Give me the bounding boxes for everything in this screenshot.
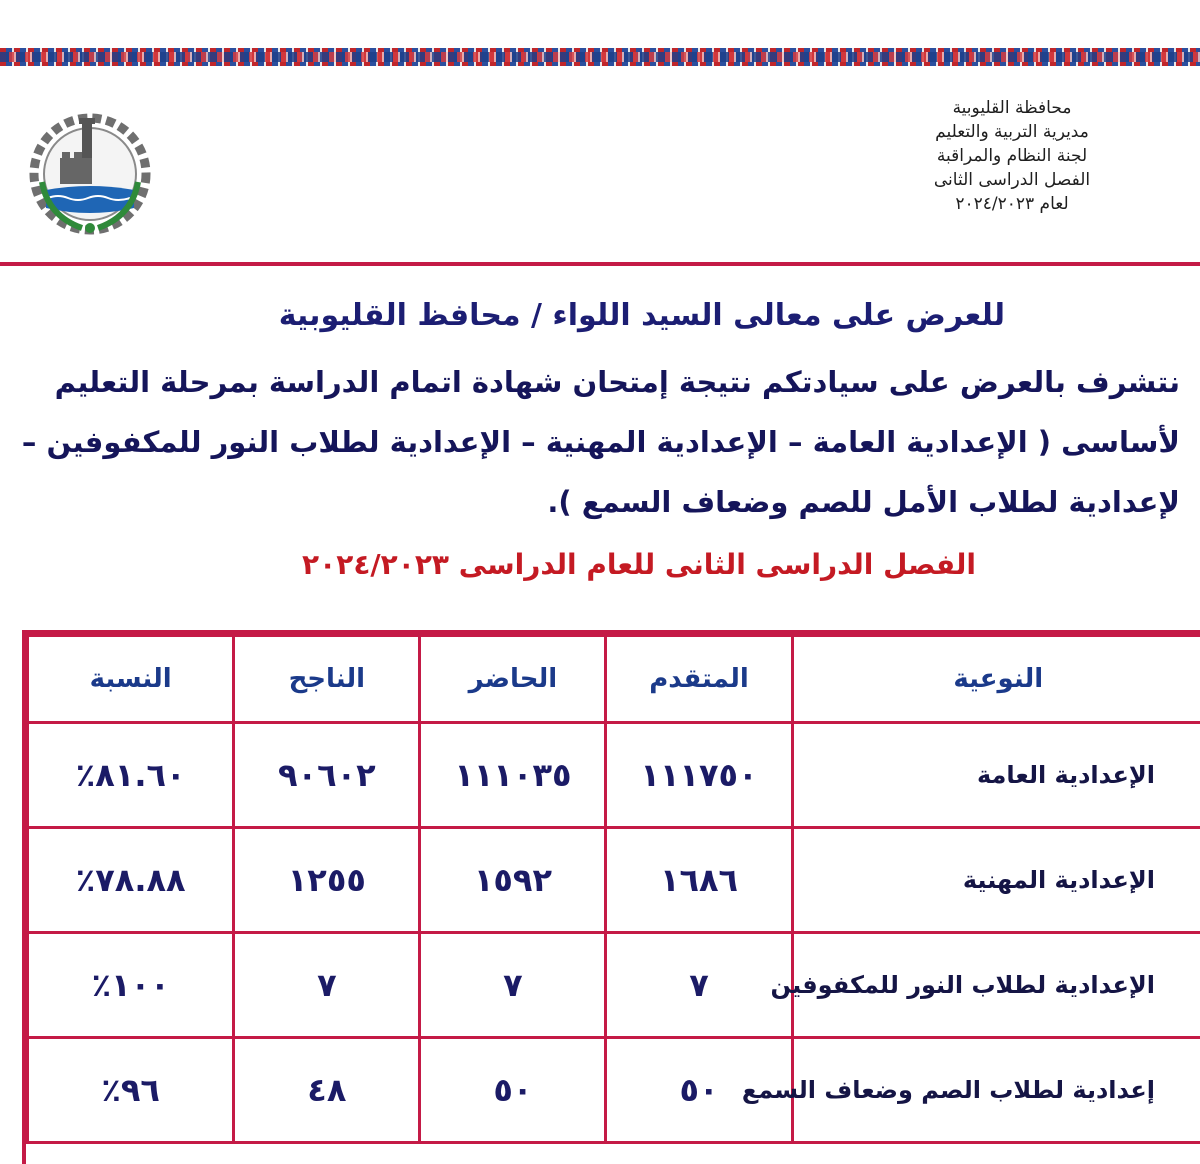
addressee-heading: للعرض على معالى السيد اللواء / محافظ القليوبية bbox=[205, 298, 1005, 333]
header-present: الحاضر bbox=[420, 636, 606, 723]
cell-passed: ٧ bbox=[234, 933, 420, 1038]
header-divider bbox=[0, 262, 1200, 266]
cell-applied: ٥٠ bbox=[606, 1038, 792, 1143]
table-row bbox=[28, 1038, 1200, 1143]
table-row bbox=[28, 723, 1200, 828]
cell-passed: ٤٨ bbox=[234, 1038, 420, 1143]
cell-applied: ١١١٧٥٠ bbox=[606, 723, 792, 828]
table-header-row bbox=[28, 636, 1200, 723]
cell-type: إعدادية لطلاب الصم وضعاف السمع bbox=[792, 1038, 1200, 1143]
cell-passed: ٩٠٦٠٢ bbox=[234, 723, 420, 828]
cell-applied: ٧ bbox=[606, 933, 792, 1038]
governorate-logo-icon bbox=[26, 112, 154, 240]
cell-applied: ١٦٨٦ bbox=[606, 828, 792, 933]
cell-present: ٥٠ bbox=[420, 1038, 606, 1143]
letterhead bbox=[882, 96, 1142, 216]
header-rate: النسبة bbox=[28, 636, 234, 723]
letterhead-line: محافظة القليوبية bbox=[882, 96, 1142, 120]
cell-present: ٧ bbox=[420, 933, 606, 1038]
header-passed: الناجح bbox=[234, 636, 420, 723]
cell-type: الإعدادية المهنية bbox=[792, 828, 1200, 933]
letterhead-line: الفصل الدراسى الثانى bbox=[882, 168, 1142, 192]
cell-type: الإعدادية العامة bbox=[792, 723, 1200, 828]
decorative-top-border bbox=[0, 48, 1200, 66]
cell-type: الإعدادية لطلاب النور للمكفوفين bbox=[792, 933, 1200, 1038]
cell-rate: ٩٦٪ bbox=[28, 1038, 234, 1143]
results-table bbox=[26, 634, 1200, 1144]
letterhead-line: لجنة النظام والمراقبة bbox=[882, 144, 1142, 168]
cell-present: ١٥٩٢ bbox=[420, 828, 606, 933]
body-line: لأساسى ( الإعدادية العامة – الإعدادية المهنية – الإعدادية لطلاب النور للمكفوفين – bbox=[10, 412, 1180, 472]
letterhead-line: مديرية التربية والتعليم bbox=[882, 120, 1142, 144]
body-paragraph bbox=[10, 352, 1180, 532]
table-row bbox=[28, 828, 1200, 933]
body-line: لإعدادية لطلاب الأمل للصم وضعاف السمع ). bbox=[10, 472, 1180, 532]
cell-present: ١١١٠٣٥ bbox=[420, 723, 606, 828]
letterhead-line: لعام ٢٠٢٤/٢٠٢٣ bbox=[882, 192, 1142, 216]
cell-rate: ١٠٠٪ bbox=[28, 933, 234, 1038]
cell-rate: ٧٨.٨٨٪ bbox=[28, 828, 234, 933]
body-line: نتشرف بالعرض على سيادتكم نتيجة إمتحان شهادة اتمام الدراسة بمرحلة التعليم bbox=[10, 352, 1180, 412]
header-applied: المتقدم bbox=[606, 636, 792, 723]
results-table-frame bbox=[22, 630, 1200, 1164]
semester-title: الفصل الدراسى الثانى للعام الدراسى ٢٠٢٤/٢٠٢٣ bbox=[216, 548, 976, 581]
cell-rate: ٨١.٦٠٪ bbox=[28, 723, 234, 828]
header-type: النوعية bbox=[792, 636, 1200, 723]
table-row bbox=[28, 933, 1200, 1038]
cell-passed: ١٢٥٥ bbox=[234, 828, 420, 933]
